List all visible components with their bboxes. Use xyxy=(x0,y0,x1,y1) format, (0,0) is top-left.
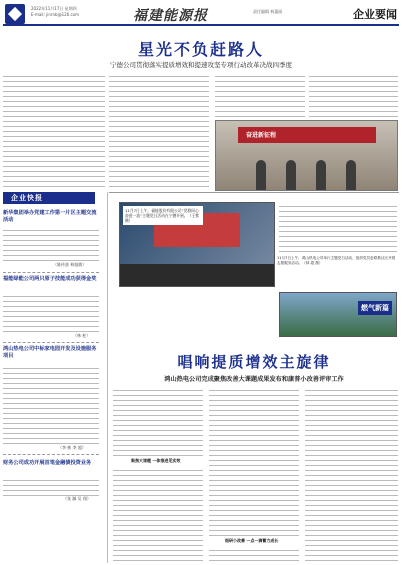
photo-desk xyxy=(120,264,275,286)
photo-3-caption: 11月7日上午，鸿山热电公司举行主题党日活动，组织党员赴联系社区开展志愿服务活动。（林 超 摄） xyxy=(277,256,396,265)
newspaper-logo-icon xyxy=(5,4,25,24)
brief-separator xyxy=(3,454,99,455)
briefs-section-label: 企业快报 xyxy=(11,194,43,202)
left-briefs-column xyxy=(3,192,105,563)
headline-1: 星光不负赶路人 xyxy=(137,40,264,59)
subheadline-1: 宁德公司贯彻落实提质增效和提速攻坚专项行动改革决战四季度 xyxy=(110,61,292,69)
article-2-column-1 xyxy=(113,386,203,456)
right-text-block xyxy=(279,202,397,252)
column-divider xyxy=(107,192,108,563)
brief-4-body xyxy=(3,476,99,496)
brief-separator xyxy=(3,342,99,343)
editor-credit: 责任编辑 林惠丽 xyxy=(253,9,283,14)
masthead: 福建能源报 xyxy=(133,8,208,24)
brief-4-title: 财务公司成功开展首笔金融债投资业务 xyxy=(3,460,92,466)
photo-banner-text: 奋进新征程 xyxy=(246,132,277,139)
issue-email: E-mail: jinrnb@126.com xyxy=(31,12,80,17)
brief-1-title: 新华集团举办党建工作第一片区主题交流活动 xyxy=(3,210,97,223)
article-1-column-3 xyxy=(215,72,305,118)
brief-1-body xyxy=(3,226,99,262)
header-rule xyxy=(3,24,399,26)
brief-3-body xyxy=(3,364,99,444)
event-photo-1 xyxy=(215,120,398,191)
issue-meta xyxy=(31,6,79,18)
brief-2-body xyxy=(3,292,99,332)
article-2-column-1b xyxy=(113,466,203,562)
photo-person-figure xyxy=(256,160,266,190)
briefs-section-tab xyxy=(3,192,95,204)
article-1-column-2 xyxy=(109,72,209,190)
brief-1-author: （陈传贤 林旭敏） xyxy=(53,262,87,267)
article-2-column-3 xyxy=(305,386,398,562)
section-subhead-1: 聚焦大课题 一体推进见实效 xyxy=(131,458,181,463)
headline-2: 唱响提质增效主旋律 xyxy=(177,353,331,371)
section-subhead-2: 细研小改善 一点一滴蓄力成长 xyxy=(225,538,279,543)
article-2-column-2 xyxy=(209,386,299,536)
brief-4-author: （张 瀚 吴 翔） xyxy=(63,496,91,501)
photo-person-figure xyxy=(316,160,326,190)
photo-banner xyxy=(238,127,376,143)
brief-3-author: （李 彬 李 超） xyxy=(58,445,86,450)
brief-2-title: 福能绿能公司两只原子技能成功获得金奖 xyxy=(3,276,97,282)
photo-person-figure xyxy=(346,160,356,190)
photo-person-figure xyxy=(286,160,296,190)
brief-2-author: （林 柱） xyxy=(73,333,91,338)
event-photo-3 xyxy=(279,292,397,337)
article-2-column-2b xyxy=(209,546,299,562)
issue-date: 2022年11月17日 星期四 xyxy=(31,6,77,11)
article-1-column-1 xyxy=(3,72,105,190)
brief-separator xyxy=(3,272,99,273)
page-header xyxy=(3,2,399,26)
article-1-column-4 xyxy=(309,72,398,118)
photo-3-sign: 燃气新篇 xyxy=(358,301,392,315)
subheadline-2: 鸿山热电公司完成聚焦改善大课题成果发布和康普小改善评审工作 xyxy=(164,376,344,383)
newspaper-page xyxy=(3,2,399,563)
brief-3-title: 鸿山热电公司中标家电园开发及设施服务项目 xyxy=(3,346,97,359)
divider xyxy=(109,192,399,193)
photo-2-caption: 11月7日上午，福能股份有限公司“党群同心 奋进一流”主题党日活动在宁德开展。（王紫 摄） xyxy=(123,206,203,225)
section-name: 企业要闻 xyxy=(353,8,397,21)
